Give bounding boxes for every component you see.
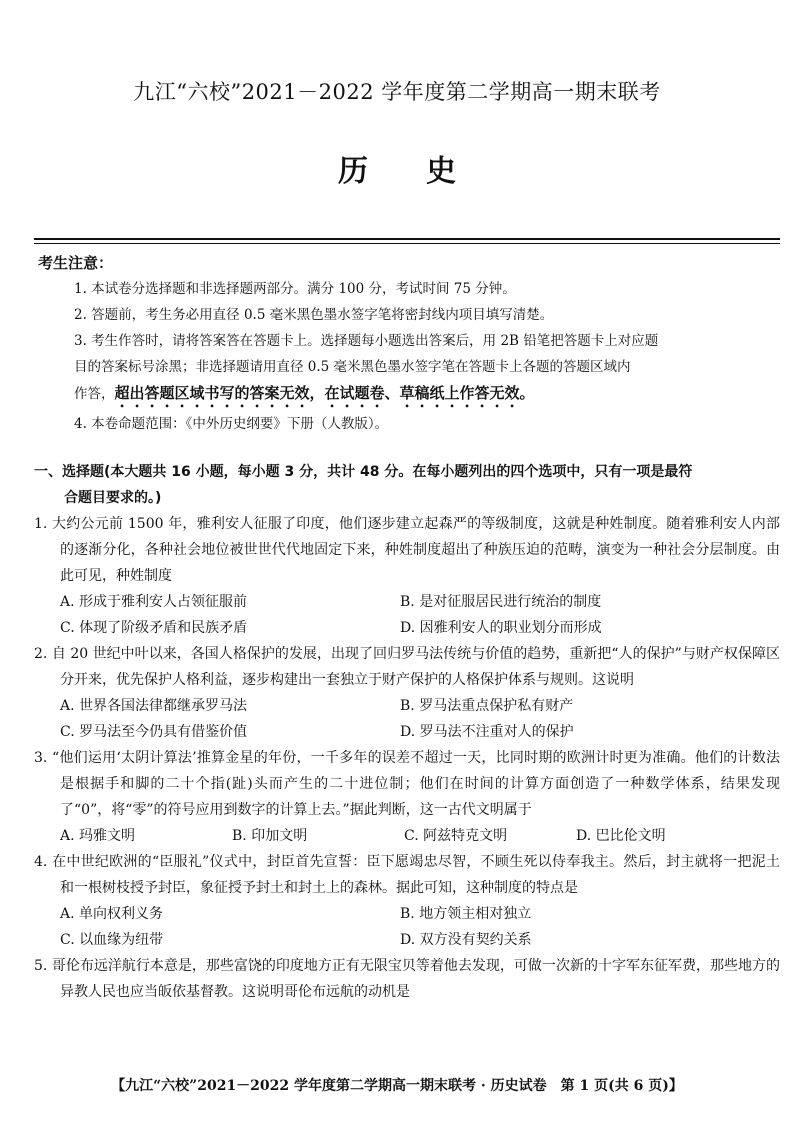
option-d: D. 罗马法不注重对人的保护 (400, 724, 574, 740)
notice-item-4: 4. 本卷命题范围：《中外历史纲要》下册（人教版）。 (74, 416, 389, 432)
notice-item-3-emphasis: 超出答题区域书写的答案无效，在试题卷、草稿纸上作答无效。 (114, 384, 535, 402)
section-heading (34, 459, 778, 511)
option-list (34, 901, 780, 953)
question-2 (34, 641, 780, 745)
exam-title: 九江“六校”2021－2022 学年度第二学期高一期末联考 (133, 80, 661, 104)
option-a: A. 形成于雅利安人占领征服前 (60, 594, 248, 610)
notice-item-2: 2. 答题前，考生务必用直径 0.5 毫米黑色墨水签字笔将密封线内项目填写清楚。 (74, 307, 554, 323)
header-rule-thin (34, 243, 780, 244)
page-footer: 【九江“六校”2021－2022 学年度第二学期高一期末联考 · 历史试卷 第 1 页(共 6 页)】 (111, 1078, 683, 1094)
option-c: C. 罗马法至今仍具有借鉴价值 (60, 724, 248, 740)
option-c: C. 以血缘为纽带 (60, 932, 164, 948)
question-3 (34, 745, 780, 849)
option-a: A. 单向权利义务 (60, 906, 164, 922)
subject-title: 历史 (338, 154, 514, 189)
question-4 (34, 849, 780, 953)
option-c: C. 阿兹特克文明 (404, 828, 508, 844)
question-stem: 2. 自 20 世纪中叶以来，各国人格保护的发展，出现了回归罗马法传统与价值的趋势，重新把“人的保护”与财产权保障区分开来，优先保护人格利益，逐步构建出一套独立于财产保护的人格保护体系与规则。这说明 (34, 646, 780, 688)
option-c: C. 体现了阶级矛盾和民族矛盾 (60, 620, 248, 636)
option-list (34, 589, 780, 641)
option-d: D. 双方没有契约关系 (400, 932, 532, 948)
notice-item-3: 3. 考生作答时，请将答案答在答题卡上。选择题每小题选出答案后，用 2B 铅笔把答题卡上对应题 (74, 333, 659, 349)
option-d: D. 巴比伦文明 (576, 828, 666, 844)
question-list (34, 511, 780, 1005)
option-b: B. 地方领主相对独立 (400, 906, 532, 922)
notice-heading: 考生注意： (38, 254, 114, 272)
notice-item-1: 1. 本试卷分选择题和非选择题两部分。满分 100 分，考试时间 75 分钟。 (74, 281, 516, 297)
option-list (34, 823, 780, 849)
notice-list (74, 276, 774, 437)
question-stem: 4. 在中世纪欧洲的“臣服礼”仪式中，封臣首先宣誓：臣下愿竭忠尽智，不顾生死以侍奉我主。然后，封主就将一把泥土和一根树枝授予封臣，象征授予封土和封土上的森林。据此可知，这种制度的特点是 (34, 854, 780, 896)
section-heading-line-1: 一、选择题(本大题共 16 小题，每小题 3 分，共计 48 分。在每小题列出的四个选项中，只有一项是最符 (34, 464, 693, 480)
option-a: A. 世界各国法律都继承罗马法 (60, 698, 248, 714)
question-stem: 1. 大约公元前 1500 年，雅利安人征服了印度，他们逐步建立起森严的等级制度，这就是种姓制度。随着雅利安人内部的逐渐分化，各种社会地位被世世代代地固定下来，种姓制度超出了种族压迫的范畴，演变为一种社会分层制度。由此可见，种姓制度 (34, 516, 780, 584)
option-b: B. 是对征服居民进行统治的制度 (400, 594, 602, 610)
option-d: D. 因雅利安人的职业划分而形成 (400, 620, 602, 636)
option-b: B. 印加文明 (232, 828, 308, 844)
question-stem: 5. 哥伦布远洋航行本意是，那些富饶的印度地方正有无限宝贝等着他去发现，可做一次新的十字军东征军费，那些地方的异教人民也应当皈依基督教。这说明哥伦布远航的动机是 (34, 958, 780, 1000)
option-a: A. 玛雅文明 (60, 828, 136, 844)
option-b: B. 罗马法重点保护私有财产 (400, 698, 574, 714)
section-heading-line-2: 合题目要求的。) (64, 490, 162, 506)
notice-item-3-final-line (74, 380, 774, 411)
option-list (34, 693, 780, 745)
notice-item-3-prefix: 作答， (74, 386, 115, 402)
question-stem: 3. “他们运用‘太阴计算法’推算金星的年份，一千多年的误差不超过一天，比同时期的欧洲计时更为准确。他们的计数法是根据手和脚的二十个指(趾)头而产生的二十进位制；他们在时间的计算方面创造了一种数学体系，结果发现了“0”，将“零”的符号应用到数字的计算上去。”据此判断，这一古代文明属于 (34, 750, 780, 818)
question-1 (34, 511, 780, 641)
header-rule-thick (34, 238, 780, 240)
notice-item-3-continued: 目的答案标号涂黑；非选择题请用直径 0.5 毫米黑色墨水签字笔在答题卡上各题的答题区域内 (74, 359, 631, 375)
question-5 (34, 953, 780, 1005)
